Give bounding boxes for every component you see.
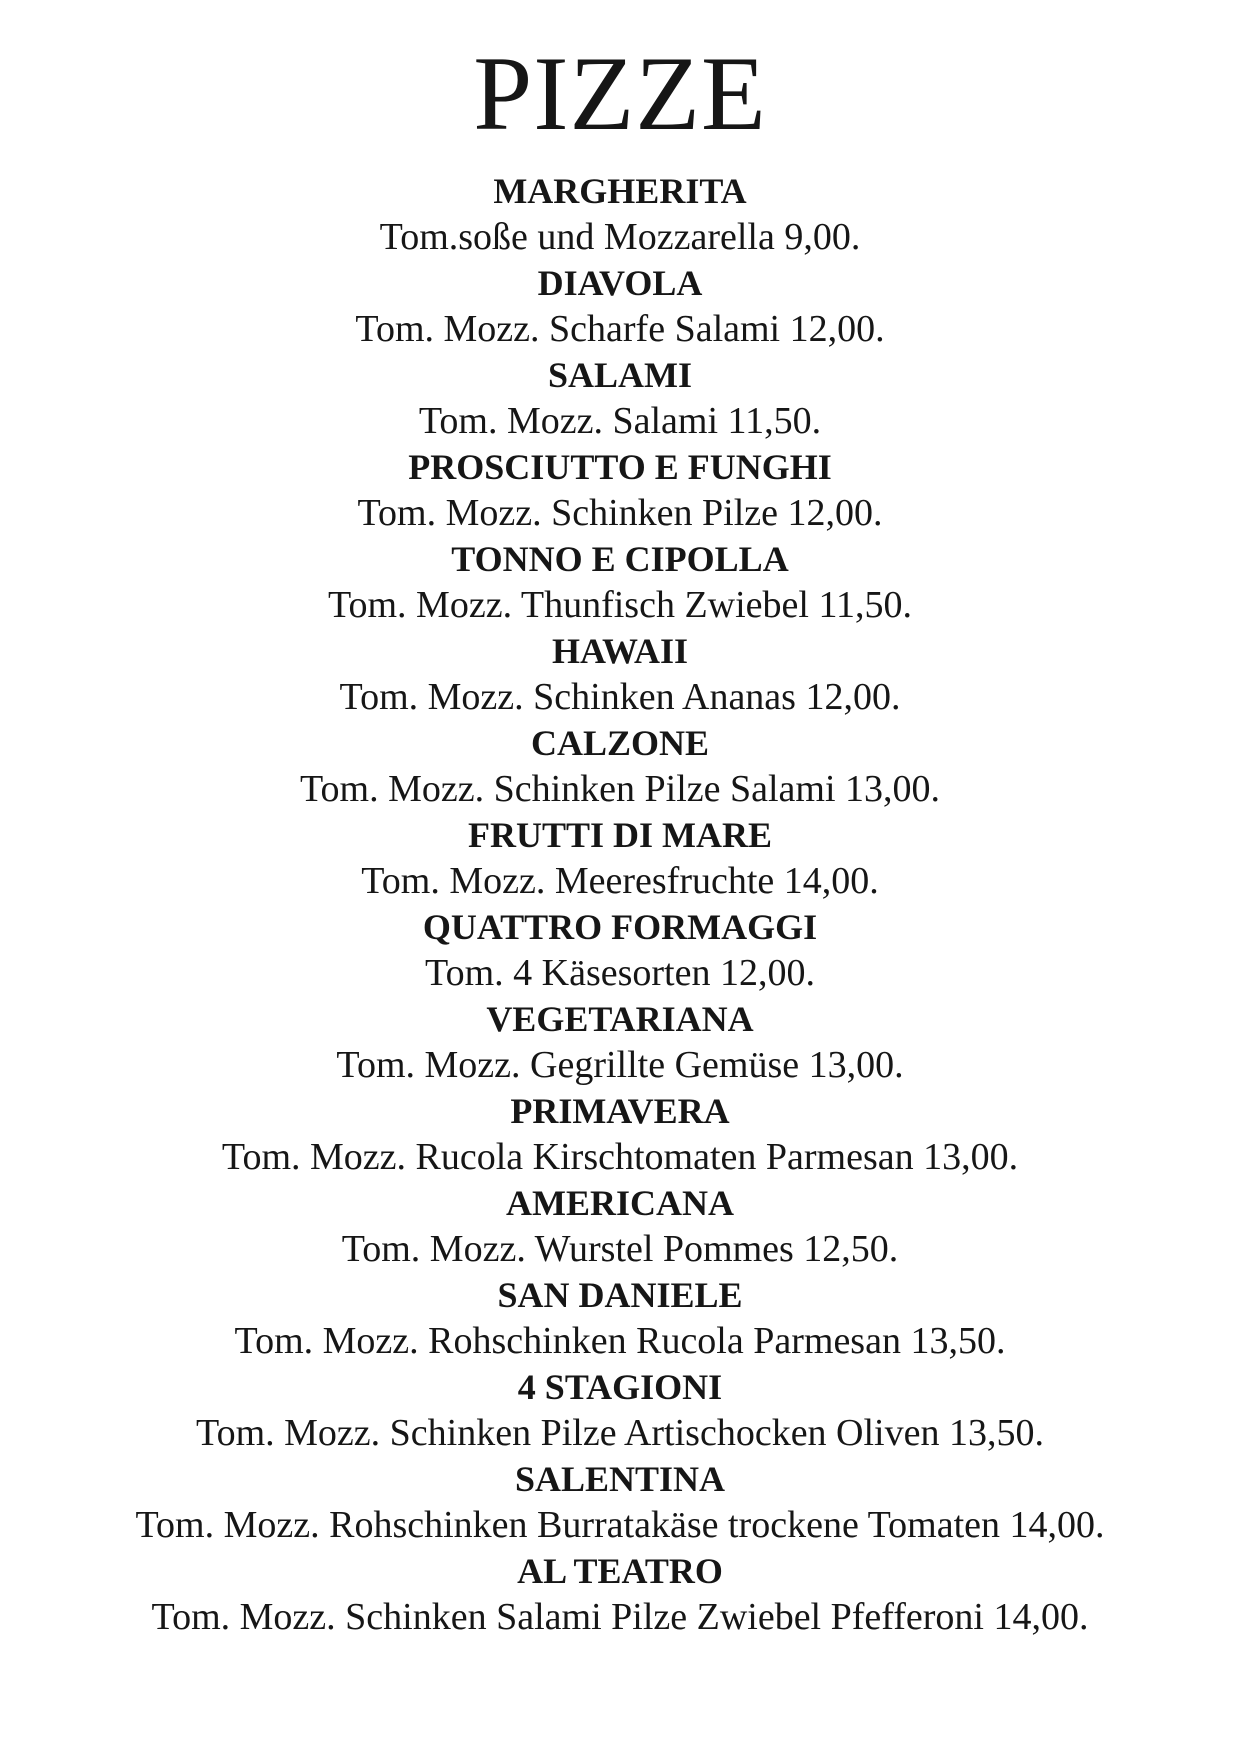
menu-item [0, 1364, 1240, 1456]
pizza-name: AL TEATRO [517, 1551, 723, 1591]
menu-item [0, 1180, 1240, 1272]
menu-item [0, 1548, 1240, 1640]
pizza-description: Tom. Mozz. Salami 11,50. [418, 400, 822, 442]
pizza-description: Tom. Mozz. Rohschinken Burratakäse trockene Tomaten 14,00. [135, 1504, 1105, 1546]
pizza-description: Tom. Mozz. Thunfisch Zwiebel 11,50. [327, 584, 913, 626]
pizza-name: AMERICANA [506, 1183, 734, 1223]
pizza-name: CALZONE [530, 723, 710, 763]
menu-item [0, 260, 1240, 352]
pizza-name: TONNO E CIPOLLA [451, 539, 789, 579]
menu-item [0, 168, 1240, 260]
menu-item [0, 628, 1240, 720]
menu-item [0, 1088, 1240, 1180]
pizza-name: SAN DANIELE [497, 1275, 743, 1315]
menu-item [0, 812, 1240, 904]
pizza-name: DIAVOLA [537, 263, 703, 303]
pizza-name: VEGETARIANA [486, 999, 754, 1039]
pizza-description: Tom. Mozz. Rucola Kirschtomaten Parmesan 13,00. [221, 1136, 1019, 1178]
pizza-description: Tom. Mozz. Schinken Pilze Salami 13,00. [299, 768, 941, 810]
pizza-description: Tom. Mozz. Schinken Pilze Artischocken Oliven 13,50. [196, 1412, 1044, 1454]
menu-item [0, 1456, 1240, 1548]
pizza-description: Tom. Mozz. Schinken Salami Pilze Zwiebel Pfefferoni 14,00. [151, 1596, 1089, 1638]
pizza-menu-list [0, 168, 1240, 1640]
menu-item [0, 996, 1240, 1088]
pizza-description: Tom. 4 Käsesorten 12,00. [425, 952, 815, 994]
menu-item [0, 720, 1240, 812]
pizza-description: Tom.soße und Mozzarella 9,00. [379, 216, 861, 258]
menu-item [0, 536, 1240, 628]
pizza-name: SALENTINA [514, 1459, 726, 1499]
pizza-description: Tom. Mozz. Rohschinken Rucola Parmesan 13,50. [234, 1320, 1006, 1362]
menu-item [0, 1272, 1240, 1364]
menu-item [0, 904, 1240, 996]
pizza-name: FRUTTI DI MARE [467, 815, 772, 855]
pizza-name: PRIMAVERA [510, 1091, 730, 1131]
pizza-name: QUATTRO FORMAGGI [422, 907, 818, 947]
pizza-description: Tom. Mozz. Gegrillte Gemüse 13,00. [336, 1044, 904, 1086]
menu-item [0, 352, 1240, 444]
pizza-name: SALAMI [547, 355, 693, 395]
pizza-name: MARGHERITA [493, 171, 747, 211]
pizza-name: HAWAII [551, 631, 689, 671]
pizza-name: PROSCIUTTO E FUNGHI [408, 447, 832, 487]
page-title: PIZZE [473, 35, 767, 152]
menu-item [0, 444, 1240, 536]
pizza-name: 4 STAGIONI [517, 1367, 723, 1407]
pizza-description: Tom. Mozz. Wurstel Pommes 12,50. [341, 1228, 899, 1270]
pizza-description: Tom. Mozz. Scharfe Salami 12,00. [355, 308, 885, 350]
pizza-description: Tom. Mozz. Schinken Ananas 12,00. [339, 676, 901, 718]
pizza-description: Tom. Mozz. Schinken Pilze 12,00. [357, 492, 883, 534]
pizza-description: Tom. Mozz. Meeresfruchte 14,00. [361, 860, 879, 902]
